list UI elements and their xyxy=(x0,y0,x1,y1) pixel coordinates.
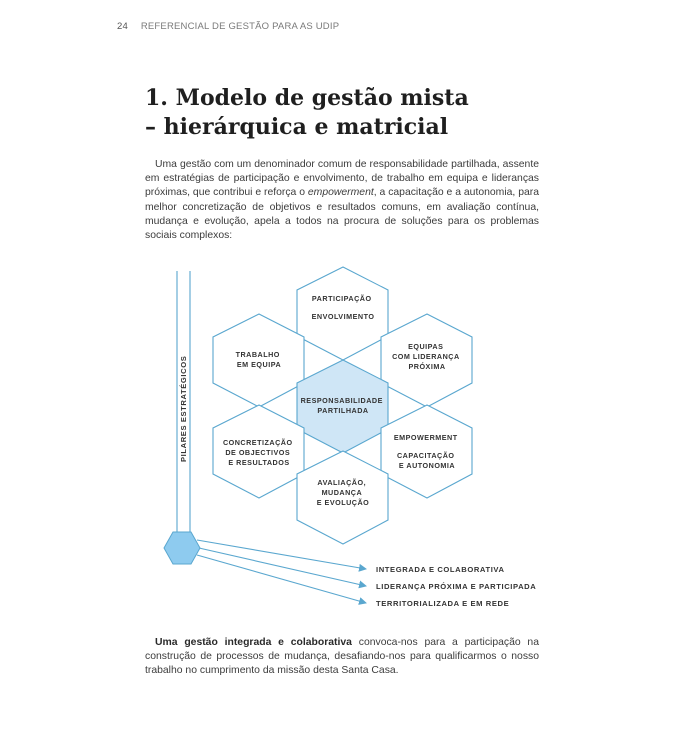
closing-paragraph: Uma gestão integrada e colaborativa convoca-nos para a participação na construção de processos de mudança, desafiando-nos para qualificarmos o nosso trabalho no cumprimento da missão desta Santa Casa. xyxy=(145,637,539,677)
hexagon-upper-right xyxy=(381,314,472,407)
section-title-line-2: – hierárquica e matricial xyxy=(145,114,449,140)
svg-text:EMPOWERMENT CAPACITAÇÃO: EMPOWERMENT CAPACITAÇÃO E AUTONOMIA xyxy=(393,433,458,470)
empowerment-emphasis: empowerment xyxy=(307,187,374,199)
svg-text:AVALIAÇÃO, MUDANÇA: AVALIAÇÃO, MUDANÇA E EVOLUÇÃO xyxy=(316,478,370,507)
hexagon-top xyxy=(297,267,388,360)
running-title: REFERENCIAL DE GESTÃO PARA AS UDIP xyxy=(140,21,340,32)
hexagon-upper-left xyxy=(213,314,304,407)
closing-paragraph-bold: Uma gestão integrada e colaborativa xyxy=(155,637,352,648)
hexagon-lower-left xyxy=(213,405,304,498)
svg-text:CONCRETIZAÇÃO DE OBJECTI: CONCRETIZAÇÃO DE OBJECTIVOS E RESULTADOS xyxy=(222,438,293,467)
svg-text:RESPONSABILIDADE PARTILH: RESPONSABILIDADE PARTILHADA xyxy=(300,396,383,415)
svg-text:TRABALHO EM EQUIPA: TRABALHO EM EQUIPA xyxy=(235,350,282,369)
origin-hexagon xyxy=(164,532,200,564)
horizontal-arrows xyxy=(197,540,366,603)
section-title-line-1: 1. Modelo de gestão mista xyxy=(145,85,469,111)
arrow-2 xyxy=(199,548,366,586)
arrow-1 xyxy=(197,540,366,569)
vertical-axis-label: PILARES ESTRATÉGICOS xyxy=(179,355,188,462)
page-number: 24 xyxy=(117,21,128,32)
hexagon-bottom xyxy=(297,451,388,544)
intro-paragraph: Uma gestão com um denominador comum de responsabilidade partilhada, assente em estratégias de participação e envolvimento, de trabalho em equipa e lideranças próximas, que contribui e reforça o empowerment, a capacitação e a autonomia, para melhor concretização de objetivos e resultados comuns, em avaliação contínua, mudança e evolução, apela a todos na procura de soluções para os problemas sociais complexos: xyxy=(145,159,539,242)
hexagon-lower-right xyxy=(381,405,472,498)
hexagon-center xyxy=(297,360,388,453)
svg-text:EQUIPAS COM LIDERANÇA: EQUIPAS COM LIDERANÇA PRÓXIMA xyxy=(392,342,460,371)
arrow-label-lideranca: LIDERANÇA PRÓXIMA E PARTICIPADA xyxy=(376,582,537,591)
arrow-3 xyxy=(197,555,366,603)
arrow-label-integrada: INTEGRADA E COLABORATIVA xyxy=(376,565,505,574)
arrow-label-territorializada: TERRITORIALIZADA E EM REDE xyxy=(376,599,510,608)
svg-text:PARTICIPAÇÃO ENVOLVIMENT: PARTICIPAÇÃO ENVOLVIMENTO xyxy=(311,294,375,321)
